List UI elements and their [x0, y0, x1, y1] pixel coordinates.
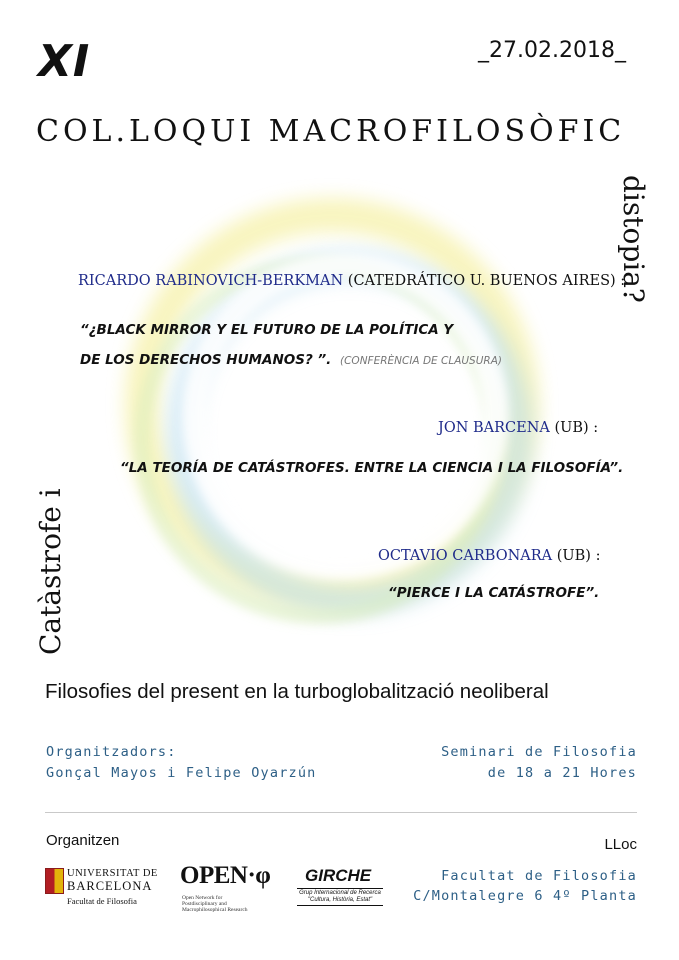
- divider: [45, 812, 637, 813]
- speaker-3-talk: “PIERCE I LA CATÁSTROFE”.: [388, 585, 600, 601]
- girche-sub-line2: "Cultura, Història, Estat": [307, 897, 373, 903]
- open-network-logo: [180, 862, 280, 913]
- event-date: _27.02.2018_: [478, 38, 626, 63]
- vertical-title-right: distopia?: [617, 175, 650, 303]
- speaker-3-affiliation: (UB) :: [556, 548, 601, 564]
- organizers-names: Gonçal Mayos i Felipe Oyarzún: [46, 765, 317, 781]
- seminar-name: Seminari de Filosofia: [441, 744, 637, 760]
- university-barcelona-logo: [45, 866, 160, 906]
- ub-shield-icon: [45, 868, 64, 894]
- organized-by-label: Organitzen: [46, 832, 120, 849]
- ub-name-line1: UNIVERSITAT DE: [67, 868, 158, 879]
- vertical-title-left-text: Catàstrofe i: [34, 488, 67, 655]
- speaker-2-affiliation: (UB) :: [554, 420, 599, 436]
- speaker-2-talk: “LA TEORÍA DE CATÁSTROFES. ENTRE LA CIENCIA I LA FILOSOFÍA”.: [120, 460, 624, 476]
- place-label: LLoc: [604, 836, 637, 853]
- speaker-2-name: JON BARCENA: [438, 420, 550, 436]
- seminar-hours: de 18 a 21 Hores: [487, 765, 637, 781]
- speaker-1-name: RICARDO RABINOVICH-BERKMAN: [78, 273, 344, 289]
- speaker-2-line: [438, 420, 598, 436]
- girche-sub-line1: Grup Internacional de Recerca: [299, 890, 381, 896]
- venue-line2: C/Montalegre 6 4º Planta: [413, 888, 637, 904]
- ub-faculty: Facultat de Filosofia: [67, 896, 137, 906]
- speaker-1-affiliation: (CATEDRÁTICO U. BUENOS AIRES) :: [347, 273, 626, 289]
- open-logo-word: OPEN·φ: [180, 862, 271, 889]
- ub-name-line2: BARCELONA: [67, 879, 153, 893]
- edition-number: XI: [38, 36, 91, 87]
- girche-logo-word: GIRCHE: [305, 866, 372, 885]
- speaker-1-talk-line2: DE LOS DERECHOS HUMANOS? ”.: [80, 352, 332, 368]
- event-title: COL.LOQUI MACROFILOSÒFIC: [36, 114, 626, 149]
- event-subtitle: Filosofies del present en la turboglobalització neoliberal: [45, 680, 549, 703]
- organizers-label: Organitzadors:: [46, 744, 177, 760]
- speaker-1-note: (CONFERÈNCIA DE CLAUSURA): [340, 355, 502, 367]
- speaker-3-line: [378, 548, 600, 564]
- speaker-1-talk-line1: “¿BLACK MIRROR Y EL FUTURO DE LA POLÍTICA Y: [80, 322, 454, 338]
- speaker-3-name: OCTAVIO CARBONARA: [378, 548, 553, 564]
- speaker-1-line: [78, 273, 625, 289]
- venue-line1: Facultat de Filosofia: [441, 868, 637, 884]
- girche-logo: [297, 866, 387, 910]
- open-logo-subtitle: Open Network for Postdisciplinary and Macrophilosophical Research: [182, 895, 248, 913]
- girche-logo-subtitle: [297, 888, 383, 906]
- vertical-title-left: [34, 470, 74, 655]
